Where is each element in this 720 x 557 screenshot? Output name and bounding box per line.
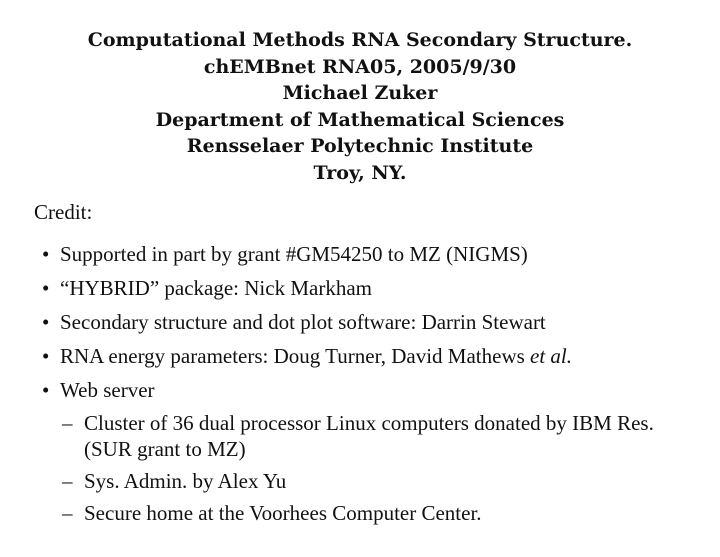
credit-label: Credit: bbox=[34, 200, 93, 224]
title-block bbox=[0, 27, 720, 186]
location: Troy, NY. bbox=[313, 161, 407, 184]
energy-parameters-text: RNA energy parameters: Doug Turner, David Mathews bbox=[60, 344, 525, 368]
web-server-text: Web server bbox=[60, 378, 155, 402]
dash-icon: – bbox=[62, 469, 73, 493]
list-item bbox=[42, 274, 712, 308]
cluster-text-line2: (SUR grant to MZ) bbox=[84, 437, 246, 461]
dash-icon: – bbox=[62, 501, 73, 525]
cluster-text-line1: Cluster of 36 dual processor Linux computers donated by IBM Res. bbox=[84, 411, 654, 435]
sub-list-item bbox=[62, 500, 712, 526]
institute: Rensselaer Polytechnic Institute bbox=[186, 135, 534, 157]
author-name: Michael Zuker bbox=[282, 82, 438, 104]
sysadmin-text: Sys. Admin. by Alex Yu bbox=[84, 469, 287, 493]
bullet-icon: • bbox=[42, 276, 50, 300]
bullet-icon: • bbox=[42, 242, 50, 266]
department: Department of Mathematical Sciences bbox=[155, 108, 565, 131]
list-item bbox=[42, 342, 712, 376]
web-server-sublist bbox=[62, 410, 712, 526]
bullet-icon: • bbox=[42, 378, 50, 402]
secure-home-text: Secure home at the Voorhees Computer Center. bbox=[84, 501, 482, 525]
et-al-text: et al. bbox=[530, 344, 573, 368]
software-credit-text: Secondary structure and dot plot software: Darrin Stewart bbox=[60, 310, 546, 334]
list-item bbox=[42, 240, 712, 274]
sub-list-item bbox=[62, 410, 712, 462]
credit-list bbox=[42, 240, 712, 532]
talk-title: Computational Methods RNA Secondary Structure. bbox=[87, 29, 633, 51]
list-item bbox=[42, 376, 712, 410]
list-item bbox=[42, 308, 712, 342]
sub-list-item bbox=[62, 468, 712, 494]
bullet-icon: • bbox=[42, 344, 50, 368]
event-line: chEMBnet RNA05, 2005/9/30 bbox=[203, 55, 517, 78]
bullet-icon: • bbox=[42, 310, 50, 334]
grant-support-text: Supported in part by grant #GM54250 to MZ (NIGMS) bbox=[60, 242, 528, 266]
hybrid-package-text: “HYBRID” package: Nick Markham bbox=[60, 276, 372, 300]
dash-icon: – bbox=[62, 411, 73, 435]
